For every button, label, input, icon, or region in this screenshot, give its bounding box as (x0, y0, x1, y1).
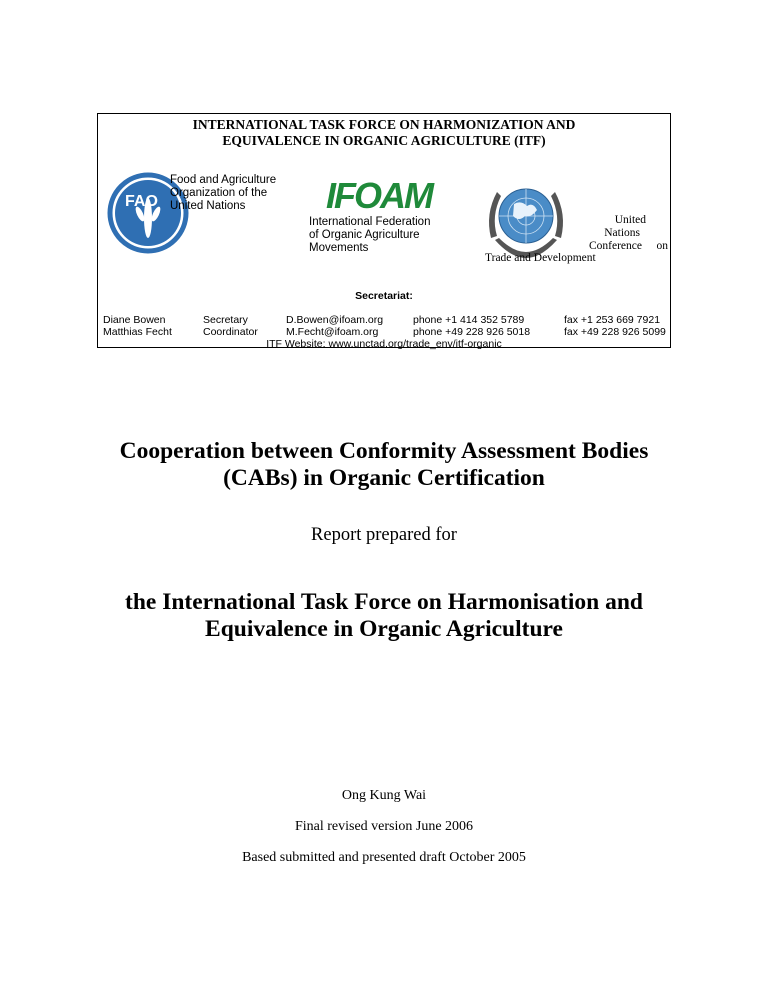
svg-text:IFOAM: IFOAM (326, 177, 432, 213)
draft-note: Based submitted and presented draft October 2005 (242, 850, 526, 865)
contact-name: Diane Bowen (103, 314, 166, 326)
secretariat-title: Secretariat: (355, 290, 413, 302)
contact-phone: phone +1 414 352 5789 (413, 314, 525, 326)
ifoam-logo-icon (319, 177, 439, 213)
version-note: Final revised version June 2006 (294, 819, 474, 834)
contact-fax: fax +49 228 926 5099 (564, 326, 666, 338)
document-title: Cooperation between Conformity Assessment Bodies (CABs) in Organic Certification (119, 438, 649, 491)
unctad-name-line3: Conference on (589, 240, 668, 252)
un-emblem-icon (481, 178, 571, 262)
fao-name: Food and Agriculture Organization of the United Nations (170, 174, 277, 212)
contact-phone: phone +49 228 926 5018 (413, 326, 531, 338)
itf-website: ITF Website: www.unctad.org/trade_env/itf-organic (266, 338, 502, 350)
itf-header-box (97, 113, 671, 348)
contact-name: Matthias Fecht (103, 326, 172, 338)
contact-fax: fax +1 253 669 7921 (564, 314, 661, 326)
contact-role: Secretary (203, 314, 248, 326)
contact-email: D.Bowen@ifoam.org (286, 314, 384, 326)
itf-title: INTERNATIONAL TASK FORCE ON HARMONIZATION AND EQUIVALENCE IN ORGANIC AGRICULTURE (ITF) (192, 117, 576, 148)
unctad-name-line2: Nations (604, 227, 640, 239)
ifoam-name: International Federation of Organic Agriculture Movements (309, 216, 431, 254)
contact-role: Coordinator (203, 326, 258, 338)
unctad-name-line1: United (614, 214, 646, 226)
report-recipient: the International Task Force on Harmonisation and Equivalence in Organic Agriculture (125, 589, 643, 642)
prepared-for-label: Report prepared for (311, 525, 457, 545)
contact-email: M.Fecht@ifoam.org (286, 326, 379, 338)
author-name: Ong Kung Wai (341, 788, 427, 803)
unctad-name-line4: Trade and Development (485, 252, 596, 264)
svg-text:FAO: FAO (125, 193, 158, 210)
